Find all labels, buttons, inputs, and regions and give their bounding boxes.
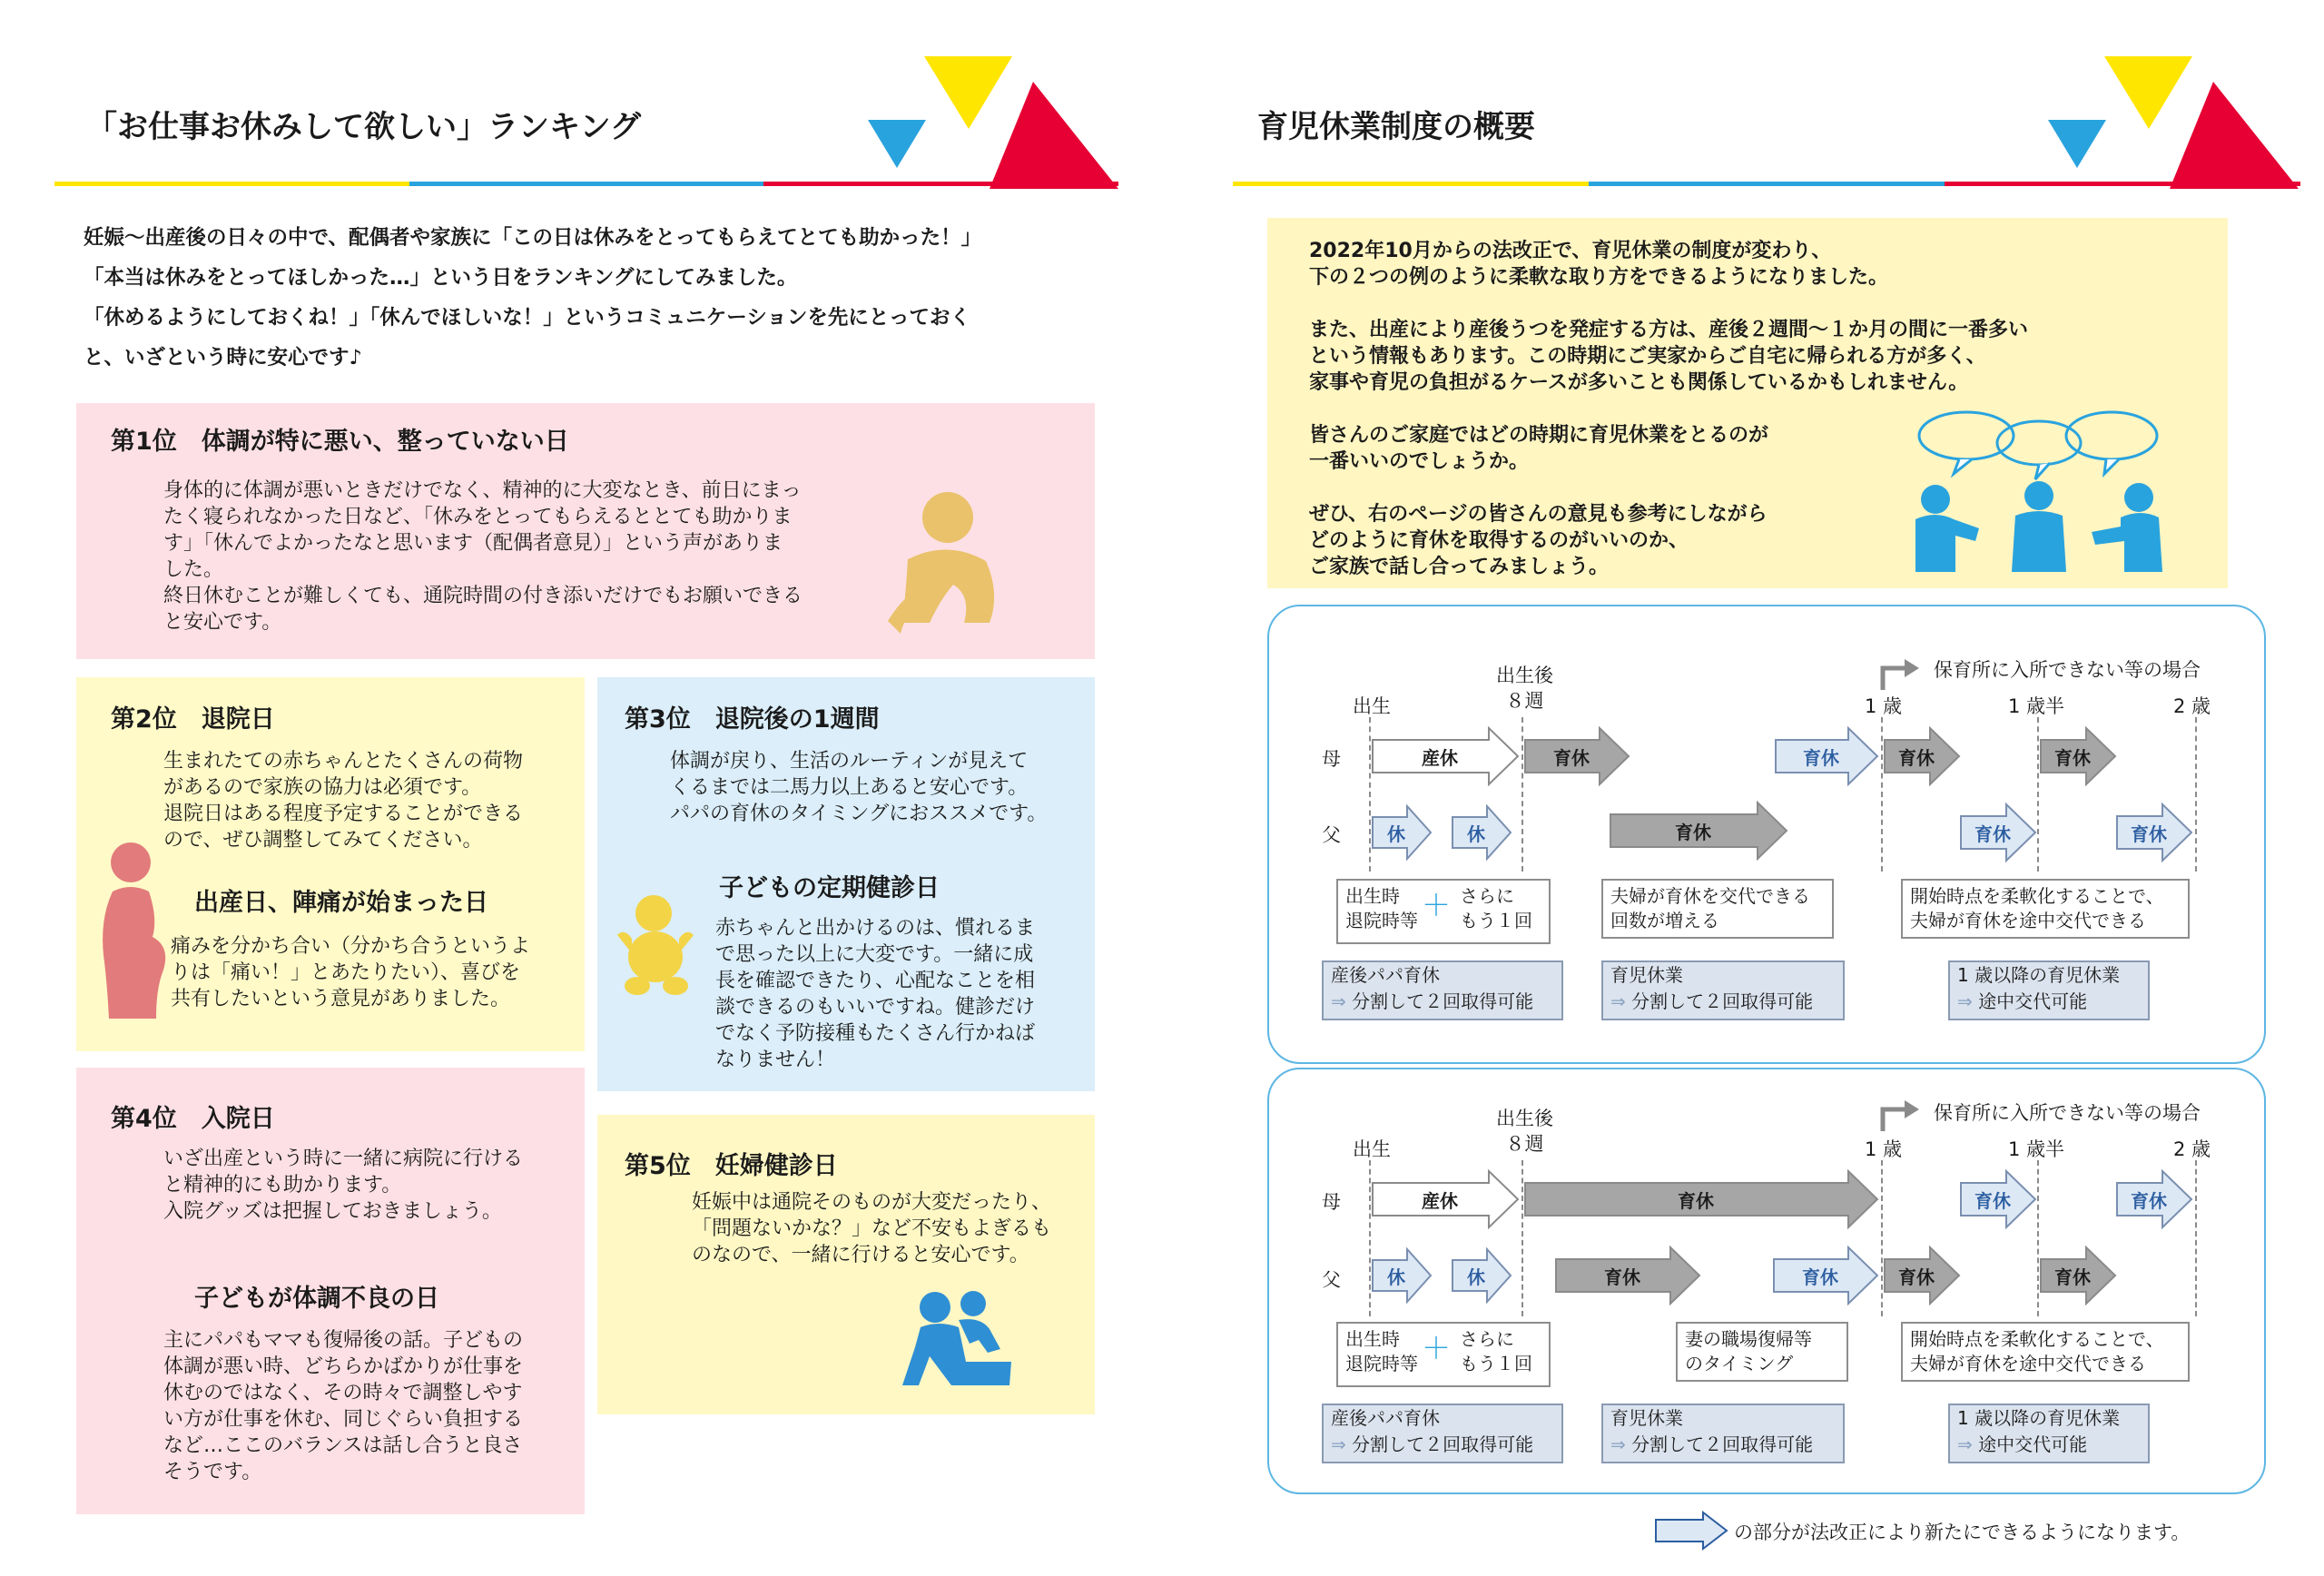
rank5-body: 妊娠中は通院そのものが大変だったり、 「問題ないかな？」など不安もよぎるも のなので、一緒に行けると安心です。 bbox=[692, 1191, 1052, 1266]
header-rule-left bbox=[54, 182, 1118, 186]
d1-label-week8: 出生後 ８週 bbox=[1496, 665, 1553, 712]
sitting-person-icon bbox=[875, 487, 1020, 641]
rank2-box bbox=[76, 677, 585, 1051]
rank3-body: 体調が戻り、生活のルーティンが見えて くるまでは二馬力以上あると安心です。 パパの育休のタイミングにおススメです。 bbox=[670, 750, 1048, 825]
left-page-title: 「お仕事お休みして欲しい」ランキング bbox=[86, 109, 641, 145]
info-text: 2022年10月からの法改正で、育児休業の制度が変わり、 下の２つの例のように柔軟な取り方をできるようになりました。 また、出産により産後うつを発症する方は、産後２週間～１か月の間に一番多い という情報もあります。この時期にご実家からご自宅に帰られる方が多く、 家事や育児の負担がるケースが多いことも関係しているかもしれません。 皆さんのご家庭ではどの時期に育児休業をとるのが 一番いいのでしょうか。 ぜひ、右のページの皆さんの意見も参考にしながら どのように育休を取得するのがいいのか、 ご家族で話し合ってみましょう。 bbox=[1309, 240, 2029, 578]
d2-label-age15: 1 歳半 bbox=[2008, 1138, 2065, 1160]
d2-label-birth: 出生 bbox=[1353, 1138, 1391, 1160]
d1-mother-ikukyu-arrow: 育休 bbox=[1523, 726, 1630, 786]
rank4-box bbox=[76, 1068, 585, 1514]
d1-label-age15: 1 歳半 bbox=[2008, 695, 2065, 717]
rank5-title: 第5位 妊婦健診日 bbox=[625, 1152, 838, 1180]
d2-callout-flex: 開始時点を柔軟化することで、 夫婦が育休を途中交代できる bbox=[1901, 1322, 2190, 1382]
rank4-body: いざ出産という時に一緒に病院に行ける と精神的にも助かります。 入院グッズは把握しておきましょう。 bbox=[163, 1148, 524, 1223]
d2-mother-sankyu-arrow: 産休 bbox=[1371, 1169, 1520, 1229]
rank3-sub-body: 赤ちゃんと出かけるのは、慣れるま で思った以上に大変です。一緒に成 長を確認できたり、心配なことを相 談できるのもいいですね。健診だけ でなく予防接種もたくさん行かねば なりません！ bbox=[715, 917, 1036, 1071]
rank1-box bbox=[76, 403, 1095, 659]
d2-callout-return: 妻の職場復帰等 のタイミング bbox=[1676, 1322, 1848, 1382]
rank5-box bbox=[597, 1115, 1095, 1414]
rank2-title: 第2位 退院日 bbox=[111, 705, 275, 734]
d1-dash-age2 bbox=[2195, 717, 2197, 872]
d1-mother-ikukyu-age15-arrow: 育休 bbox=[2039, 726, 2117, 786]
d2-father-kyu2-arrow: 休 bbox=[1451, 1247, 1512, 1304]
d2-label-week8: 出生後 ８週 bbox=[1496, 1108, 1553, 1155]
d1-tag-age1: 1 歳以降の育児休業 ⇒ 途中交代可能 bbox=[1948, 960, 2150, 1020]
d1-mother-sankyu-arrow: 産休 bbox=[1371, 726, 1520, 786]
rank4-title: 第4位 入院日 bbox=[111, 1105, 275, 1133]
d1-daycare-note: 保育所に入所できない等の場合 bbox=[1934, 659, 2201, 681]
d2-father-ikukyu-arrow: 育休 bbox=[1554, 1246, 1701, 1305]
d1-callout-swap: 夫婦が育休を交代できる 回数が増える bbox=[1601, 879, 1834, 939]
d1-callout-flex: 開始時点を柔軟化することで、 夫婦が育休を途中交代できる bbox=[1901, 879, 2190, 939]
d1-tag-papa: 産後パパ育休 ⇒ 分割して２回取得可能 bbox=[1322, 960, 1563, 1020]
pregnant-woman-icon bbox=[93, 837, 174, 1028]
baby-icon bbox=[612, 891, 703, 1000]
rank3-title: 第3位 退院後の1週間 bbox=[625, 705, 880, 734]
rank2-body: 生まれたての赤ちゃんとたくさんの荷物 があるので家族の協力は必須です。 退院日はある程度予定することができる ので、ぜひ調整してみてください。 bbox=[163, 750, 524, 852]
d2-father-kyu1-arrow: 休 bbox=[1371, 1247, 1433, 1304]
d2-father-label: 父 bbox=[1322, 1269, 1341, 1291]
d2-daycare-note: 保育所に入所できない等の場合 bbox=[1934, 1102, 2201, 1124]
d1-mother-ikukyu-age1-arrow: 育休 bbox=[1883, 726, 1961, 786]
rank1-title: 第1位 体調が特に悪い、整っていない日 bbox=[111, 428, 569, 456]
d1-father-kyu1-arrow: 休 bbox=[1371, 804, 1433, 861]
d2-corner-arrow-icon bbox=[1876, 1097, 1923, 1137]
d2-mother-ikukyu-age15-new-arrow: 育休 bbox=[2115, 1169, 2193, 1229]
rank2-sub-title: 出産日、陣痛が始まった日 bbox=[194, 889, 488, 917]
rank2-sub-body: 痛みを分かち合い（分かち合うというよ りは「痛い！」とあたりたい）、喜びを 共有したいという意見がありました。 bbox=[171, 935, 531, 1010]
discussion-people-icon bbox=[1903, 409, 2184, 572]
triangle-decoration-right bbox=[2043, 54, 2306, 191]
d2-father-ikukyu-age15-arrow: 育休 bbox=[2039, 1246, 2117, 1305]
rank4-sub-body: 主にパパもママも復帰後の話。子どもの 体調が悪い時、どちらかばかりが仕事を 休むのではなく、その時々で調整しやす い方が仕事を休む、同じぐらい負担する など…ここのバランスは話し合うと良さ そうです。 bbox=[163, 1329, 524, 1483]
d1-mother-label: 母 bbox=[1322, 748, 1341, 770]
d2-tag-papa: 産後パパ育休 ⇒ 分割して２回取得可能 bbox=[1322, 1404, 1563, 1463]
info-box bbox=[1267, 218, 2228, 588]
d1-corner-arrow-icon bbox=[1876, 655, 1923, 695]
triangle-decoration-left bbox=[862, 54, 1126, 191]
header-rule-right bbox=[1233, 182, 2300, 186]
d1-father-label: 父 bbox=[1322, 824, 1341, 846]
rank3-sub-title: 子どもの定期健診日 bbox=[719, 874, 940, 902]
d1-label-age2: 2 歳 bbox=[2173, 695, 2211, 717]
intro-text: 妊娠～出産後の日々の中で、配偶者や家族に「この日は休みをとってもらえてとても助かった！」 「本当は休みをとってほしかった…」という日をランキングにしてみました。 「休めるようにしておくね！」「休んでほしいな！」というコミュニケーションを先にとっておく と、いざという時に安心です♪ bbox=[84, 226, 982, 369]
rank3-box bbox=[597, 677, 1095, 1091]
legend-new-arrow-icon bbox=[1654, 1511, 1728, 1554]
parent-and-child-icon bbox=[902, 1284, 1057, 1393]
d2-father-ikukyu-new-arrow: 育休 bbox=[1772, 1246, 1879, 1305]
d2-label-age1: 1 歳 bbox=[1865, 1138, 1903, 1160]
d1-callout-papa: 出生時 退院時等 ＋ さらに もう１回 bbox=[1336, 879, 1551, 944]
d2-label-age2: 2 歳 bbox=[2173, 1138, 2211, 1160]
rank4-sub-title: 子どもが体調不良の日 bbox=[194, 1285, 439, 1313]
d2-callout-papa: 出生時 退院時等 ＋ さらに もう１回 bbox=[1336, 1322, 1551, 1387]
d1-father-ikukyu-arrow: 育休 bbox=[1609, 801, 1788, 861]
d1-mother-ikukyu-new-arrow: 育休 bbox=[1774, 726, 1879, 786]
d2-mother-label: 母 bbox=[1322, 1191, 1341, 1213]
d1-label-birth: 出生 bbox=[1353, 695, 1391, 717]
d2-mother-ikukyu-arrow: 育休 bbox=[1523, 1169, 1879, 1229]
rank1-body: 身体的に体調が悪いときだけでなく、精神的に大変なとき、前日にまっ たく寝られなかった日など、「休みをとってもらえるととても助かりま す」「休んでよかったなと思います（配偶者意見）」という声がありま した。 終日休むことが難しくても、通院時間の付き添いだけでもお願いできる と安心です。 bbox=[163, 479, 803, 634]
d2-father-ikukyu-age1-arrow: 育休 bbox=[1883, 1246, 1961, 1305]
d2-mother-ikukyu-age1-new-arrow: 育休 bbox=[1959, 1169, 2037, 1229]
d1-label-age1: 1 歳 bbox=[1865, 695, 1903, 717]
d1-father-ikukyu-age1-new-arrow: 育休 bbox=[1959, 803, 2037, 862]
right-page-title: 育児休業制度の概要 bbox=[1257, 109, 1535, 145]
d2-tag-age1: 1 歳以降の育児休業 ⇒ 途中交代可能 bbox=[1948, 1404, 2150, 1463]
d2-dash-age2 bbox=[2195, 1160, 2197, 1316]
d1-tag-ikuji: 育児休業 ⇒ 分割して２回取得可能 bbox=[1601, 960, 1845, 1020]
d1-father-kyu2-arrow: 休 bbox=[1451, 804, 1512, 861]
legend-text: の部分が法改正により新たにできるようになります。 bbox=[1734, 1522, 2191, 1543]
d1-father-ikukyu-age15-new-arrow: 育休 bbox=[2115, 803, 2193, 862]
d2-tag-ikuji: 育児休業 ⇒ 分割して２回取得可能 bbox=[1601, 1404, 1845, 1463]
